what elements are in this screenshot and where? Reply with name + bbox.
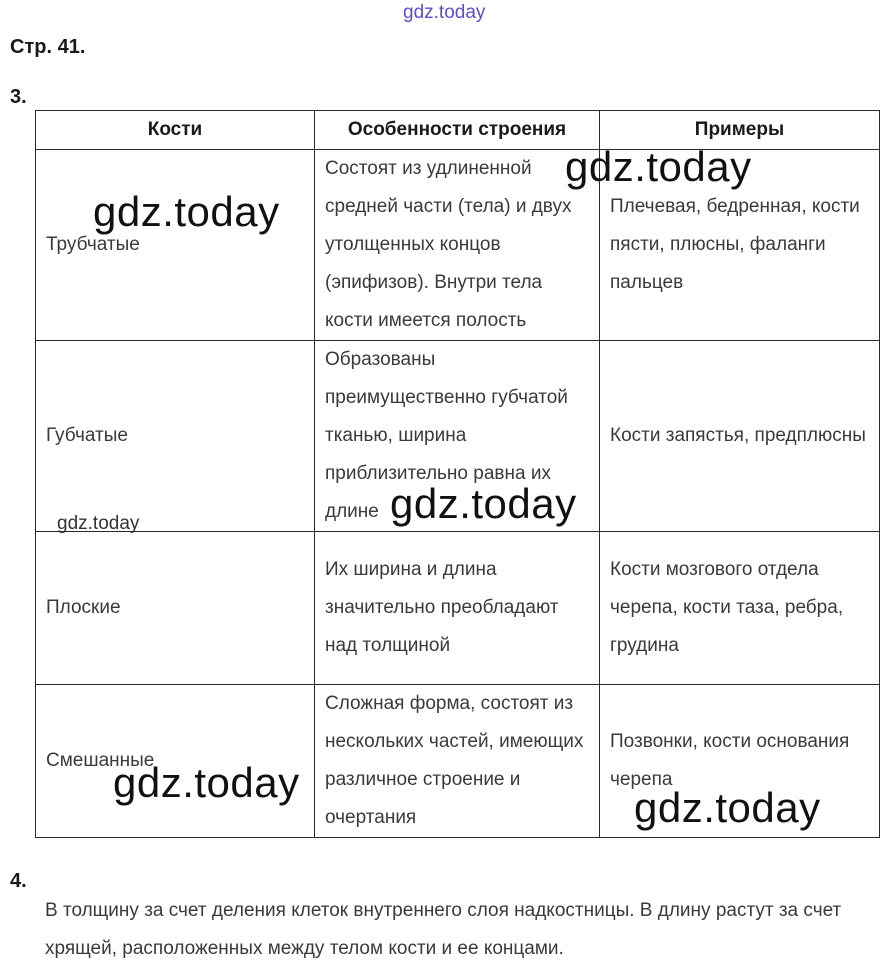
cell-structure: Состоят из удлиненной средней части (тела) и двух утолщенных концов (эпифизов). Внутри тела кости имеется полость [315,150,600,341]
page-title: Стр. 41. [10,36,86,58]
task-4-answer: В толщину за счет деления клеток внутреннего слоя надкостницы. В длину растут за счет хрящей, расположенных между телом кости и ее концами. [45,900,842,959]
cell-structure: Сложная форма, состоят из нескольких частей, имеющих различное строение и очертания [315,685,600,838]
header-bones: Кости [36,111,315,150]
table-row [36,341,880,532]
cell-bone-type: Губчатые [36,341,315,532]
watermark-overlay: gdz.today [113,759,300,806]
cell-examples: Плечевая, бедренная, кости пясти, плюсны, фаланги пальцев [600,150,880,341]
cell-bone-type: Смешанные [36,685,315,838]
table-row [36,532,880,685]
watermark-overlay: gdz.today [565,143,752,190]
cell-bone-type: Трубчатые [36,150,315,341]
header-structure: Особенности строения [315,111,600,150]
bones-table [35,110,880,838]
watermark-overlay: gdz.today [93,188,280,235]
table-row [36,685,880,838]
watermark-overlay: gdz.today [634,784,821,831]
task-3-number: 3. [10,86,27,108]
cell-examples: Позвонки, кости основания черепа [600,685,880,838]
watermark-overlay-small: gdz.today [57,513,140,534]
cell-structure: Образованы преимущественно губчатой тканью, ширина приблизительно равна их длине [315,341,600,532]
watermark-overlay: gdz.today [390,480,577,527]
cell-structure: Их ширина и длина значительно преобладают над толщиной [315,532,600,685]
cell-bone-type: Плоские [36,532,315,685]
table-row [36,150,880,341]
cell-examples: Кости мозгового отдела черепа, кости таза, ребра, грудина [600,532,880,685]
header-examples: Примеры [600,111,880,150]
task-4-number: 4. [10,870,27,892]
cell-examples: Кости запястья, предплюсны [600,341,880,532]
watermark-top: gdz.today [403,2,486,23]
table-header-row [36,111,880,150]
